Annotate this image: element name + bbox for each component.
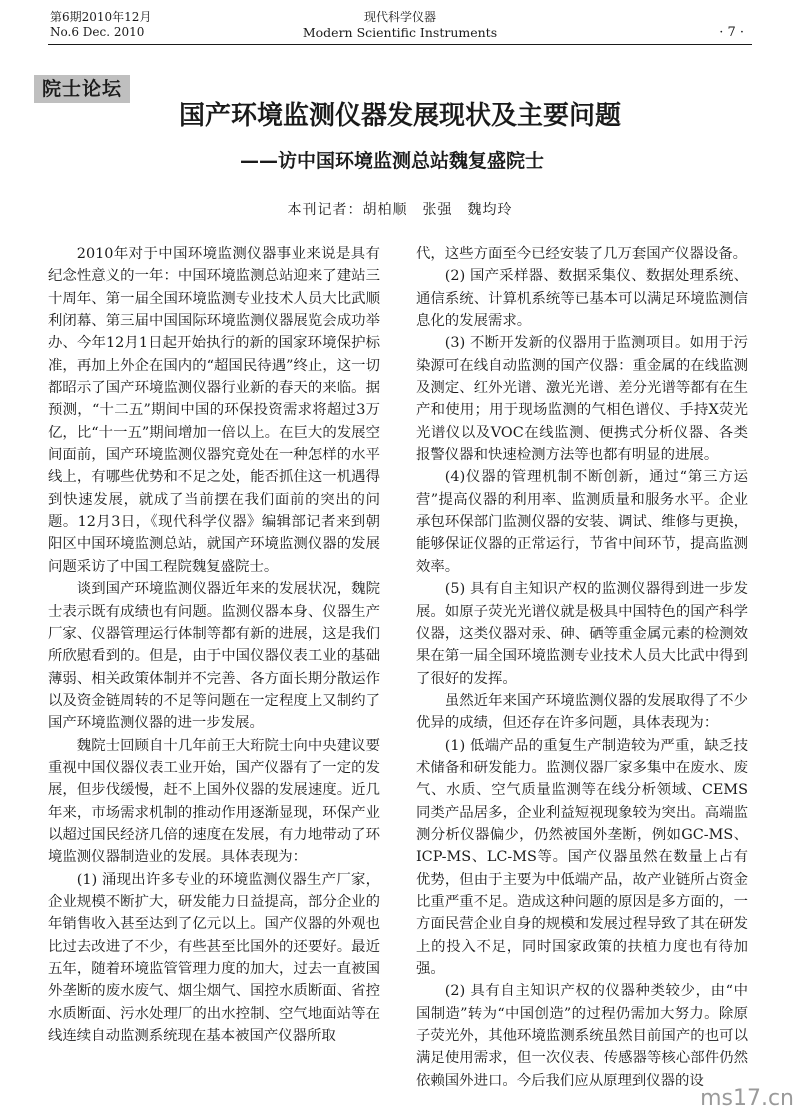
- paragraph-continuation: 代，这些方面至今已经安装了几万套国产仪器设备。: [416, 246, 747, 262]
- paragraph: 2010年对于中国环境监测仪器事业来说是具有纪念性意义的一年：中国环境监测总站迎来了建站三十周年、第一届全国环境监测专业技术人员大比武顺利闭幕、第三届中国国际环境监测仪器展览会成功举办、今年12月1日起开始执行的新的国家环境保护标准，再加上外企在国内的“超国民待遇”终止，这一切都昭示了国产环境监测仪器行业新的春天的来临。据预测，“十二五”期间中国的环保投资需求将超过3万亿，比“十一五”期间增加一倍以上。在巨大的发展空间面前，国产环境监测仪器究竟处在一种怎样的水平线上，有哪些优势和不足之处，能否抓住这一机遇得到快速发展，就成了当前摆在我们面前的突出的问题。12月3日，《现代科学仪器》编辑部记者来到朝阳区中国环境监测总站，就国产环境监测仪器的发展问题采访了中国工程院魏复盛院士。: [48, 246, 380, 575]
- paragraph: (3) 不断开发新的仪器用于监测项目。如用于污染源可在线自动监测的国产仪器：重金属的在线监测及测定、红外光谱、激光光谱、差分光谱等都有在生产和使用；用于现场监测的气相色谱仪、手持X荧光光谱仪以及VOC在线监测、便携式分析仪器、各类报警仪器和快速检测方法等也都有明显的进展。: [416, 335, 748, 464]
- paragraph: (2) 具有自主知识产权的仪器种类较少，由“中国制造”转为“中国创造”的过程仍需加大努力。除原子荧光外，其他环境监测系统虽然目前国产的也可以满足使用需求，但一次仪表、传感器等核心部件仍然依赖国外进口。今后我们应从原理到仪器的设: [416, 983, 748, 1089]
- paragraph: (2) 国产采样器、数据采集仪、数据处理系统、通信系统、计算机系统等已基本可以满足环境监测信息化的发展需求。: [416, 268, 748, 330]
- issue-en: No.6 Dec. 2010: [50, 25, 145, 39]
- paragraph: (1) 涌现出许多专业的环境监测仪器生产厂家，企业规模不断扩大，研发能力日益提高，部分企业的年销售收入甚至达到了亿元以上。国产仪器的外观也比过去改进了不少，有些甚至比国外的还要好。最近五年，随着环境监管管理力度的加大，过去一直被国外垄断的废水废气、烟尘烟气、国控水质断面、省控水质断面、污水处理厂的出水控制、空气地面站等在线连续自动监测系统现在基本被国产仪器所取: [48, 871, 380, 1045]
- paragraph: (1) 低端产品的重复生产制造较为严重，缺乏技术储备和研发能力。监测仪器厂家多集中在废水、废气、水质、空气质量监测等在线分析领域、CEMS同类产品居多，企业利益短视现象较为突出。高端监测分析仪器偏少，仍然被国外垄断，例如GC-MS、ICP-MS、LC-MS等。国产仪器虽然在数量上占有优势，但由于主要为中低端产品，故产业链所占资金比重严重不足。造成这种问题的原因是多方面的，一方面民营企业自身的规模和发展过程导致了其在研发上的投入不足，同时国家政策的扶植力度也有待加强。: [416, 737, 748, 977]
- page-number: · 7 ·: [719, 25, 744, 40]
- left-column: [48, 243, 380, 1047]
- journal-name: [0, 10, 800, 40]
- column-tag: 院士论坛: [34, 75, 130, 103]
- article-title: 国产环境监测仪器发展现状及主要问题: [178, 101, 621, 131]
- byline: 本刊记者：胡柏顺 张强 魏均玲: [287, 202, 513, 218]
- paragraph: (5) 具有自主知识产权的监测仪器得到进一步发展。如原子荧光光谱仪就是极具中国特色的国产科学仪器，这类仪器对汞、砷、硒等重金属元素的检测效果在第一届全国环境监测专业技术人员大比武中得到了很好的发挥。: [416, 581, 748, 687]
- paragraph: 魏院士回顾自十几年前王大珩院士向中央建议要重视中国仪器仪表工业开始，国产仪器有了一定的发展，但步伐缓慢，赶不上国外仪器的发展速度。近几年来，市场需求机制的推动作用逐渐显现，环保产业以超过国民经济几倍的速度在发展，有力地带动了环境监测仪器制造业的发展。具体表现为：: [48, 737, 380, 866]
- paragraph: 虽然近年来国产环境监测仪器的发展取得了不少优异的成绩，但还存在许多问题，具体表现为：: [416, 692, 748, 732]
- paragraph: (4)仪器的管理机制不断创新，通过“第三方运营”提高仪器的利用率、监测质量和服务水平。企业承包环保部门监测仪器的安装、调试、维修与更换，能够保证仪器的正常运行，节省中间环节，提高监测效率。: [416, 469, 748, 575]
- issue-cn: 第6期2010年12月: [50, 10, 152, 24]
- journal-name-en: Modern Scientific Instruments: [302, 25, 498, 40]
- right-column: [416, 243, 748, 1092]
- paragraph: 谈到国产环境监测仪器近年来的发展状况，魏院士表示既有成绩也有问题。监测仪器本身、仪器生产厂家、仪器管理运行体制等都有新的进展，这是我们所欣慰看到的。但是，由于中国仪器仪表工业的基础薄弱、相关政策体制并不完善、各方面长期分散运作以及资金链周转的不足等问题在一定程度上又制约了国产环境监测仪器的进一步发展。: [48, 581, 380, 732]
- watermark: ms17.cn: [700, 1086, 794, 1111]
- journal-name-cn: 现代科学仪器: [363, 10, 436, 24]
- header-divider: [48, 44, 752, 45]
- article-subtitle: ——访中国环境监测总站魏复盛院士: [240, 150, 545, 172]
